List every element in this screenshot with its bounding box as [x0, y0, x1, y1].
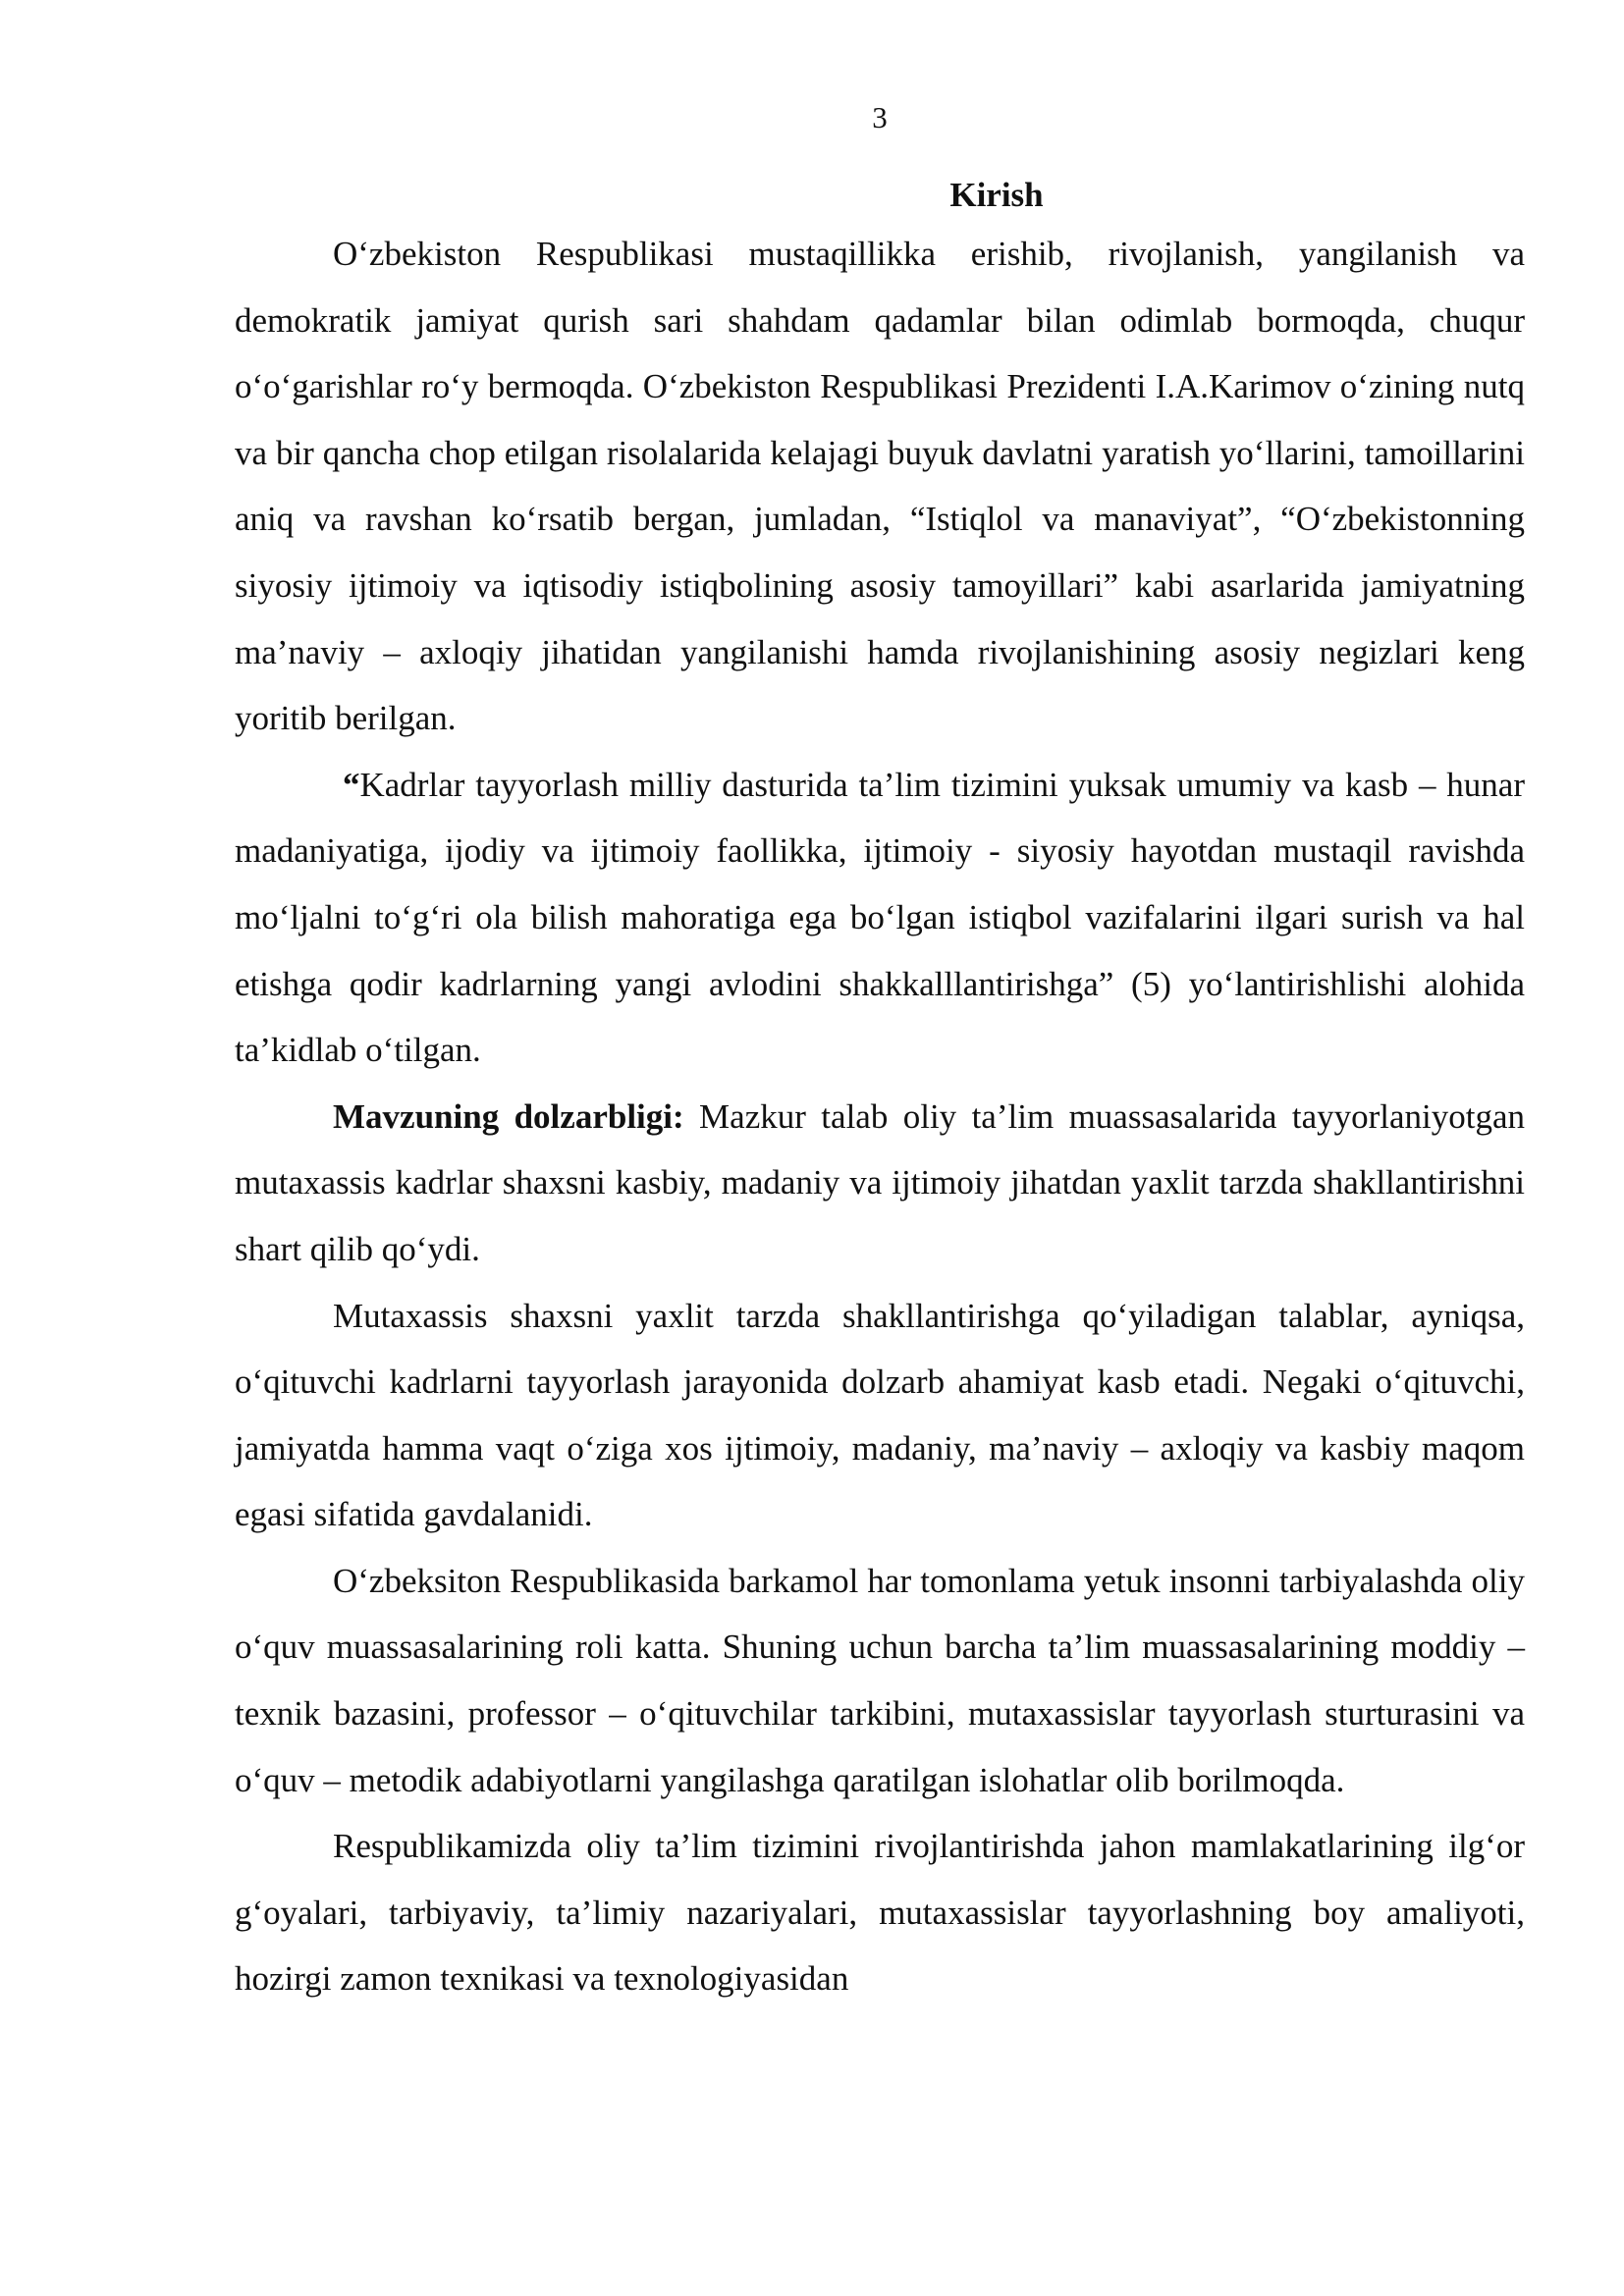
paragraph-3: [235, 1084, 1525, 1283]
paragraph-text: Mazkur talab oliy ta’lim muassasalarida tayyorlaniyotgan mutaxassis kadrlar shaxsni kasbiy, madaniy va ijtimoiy jihatdan yaxlit tarzda shakllantirishni shart qilib qo‘ydi.: [235, 1096, 1525, 1268]
paragraph-text: Respublikamizda oliy ta’lim tizimini rivojlantirishda jahon mamlakatlarining ilg‘or g‘oyalari, tarbiyaviy, ta’limiy nazariyalari, mutaxassislar tayyorlashning boy amaliyoti, hozirgi zamon texnikasi va texnologiyasidan: [235, 1827, 1525, 1999]
document-body: [235, 170, 1525, 2012]
paragraph-2: [235, 752, 1525, 1084]
paragraph-text: Kadrlar tayyorlash milliy dasturida ta’lim tizimini yuksak umumiy va kasb – hunar madaniyatiga, ijodiy va ijtimoiy faollikka, ijtimoiy - siyosiy hayotdan mustaqil ravishda mo‘ljalni to‘g‘ri ola bilish mahoratiga ega bo‘lgan istiqbol vazifalarini ilgari surish va hal etishga qodir kadrlarning yangi avlodini shakkalllantirishga” (5) yo‘lantirishlishi alohida ta’kidlab o‘tilgan.: [235, 765, 1525, 1070]
page-number: 3: [872, 100, 888, 134]
paragraph-text: O‘zbeksiton Respublikasida barkamol har tomonlama yetuk insonni tarbiyalashda oliy o‘quv muassasalarining roli katta. Shuning uchun barcha ta’lim muassasalarining moddiy – texnik bazasini, professor – o‘qituvchilar tarkibini, mutaxassislar tayyorlash sturturasini va o‘quv – metodik adabiyotlarni yangilashga qaratilgan islohatlar olib borilmoqda.: [235, 1561, 1525, 1799]
paragraph-text: Mutaxassis shaxsni yaxlit tarzda shakllantirishga qo‘yiladigan talablar, ayniqsa, o‘qituvchi kadrlarni tayyorlash jarayonida dolzarb ahamiyat kasb etadi. Negaki o‘qituvchi, jamiyatda hamma vaqt o‘ziga xos ijtimoiy, madaniy, ma’naviy – axloqiy va kasbiy maqom egasi sifatida gavdalanidi.: [235, 1296, 1525, 1534]
paragraph-text: O‘zbekiston Respublikasi mustaqillikka erishib, rivojlanish, yangilanish va demokratik jamiyat qurish sari shahdam qadamlar bilan odimlab bormoqda, chuqur o‘o‘garishlar ro‘y bermoqda. O‘zbekiston Respublikasi Prezidenti I.A.Karimov o‘zining nutq va bir qancha chop etilgan risolalarida kelajagi buyuk davlatni yaratish yo‘llarini, tamoillarini aniq va ravshan ko‘rsatib bergan, jumladan, “Istiqlol va manaviyat”, “O‘zbekistonning siyosiy ijtimoiy va iqtisodiy istiqbolining asosiy tamoyillari” kabi asarlarida jamiyatning ma’naviy – axloqiy jihatidan yangilanishi hamda rivojlanishining asosiy negizlari keng yoritib berilgan.: [235, 235, 1525, 738]
paragraph-lead: Mavzuning dolzarbligi:: [333, 1096, 684, 1136]
paragraph-6: [235, 1813, 1525, 2012]
paragraph-5: [235, 1548, 1525, 1813]
paragraph-4: [235, 1283, 1525, 1548]
section-heading: Kirish: [949, 176, 1044, 214]
paragraph-1: [235, 221, 1525, 752]
opening-quote: “: [343, 765, 360, 804]
